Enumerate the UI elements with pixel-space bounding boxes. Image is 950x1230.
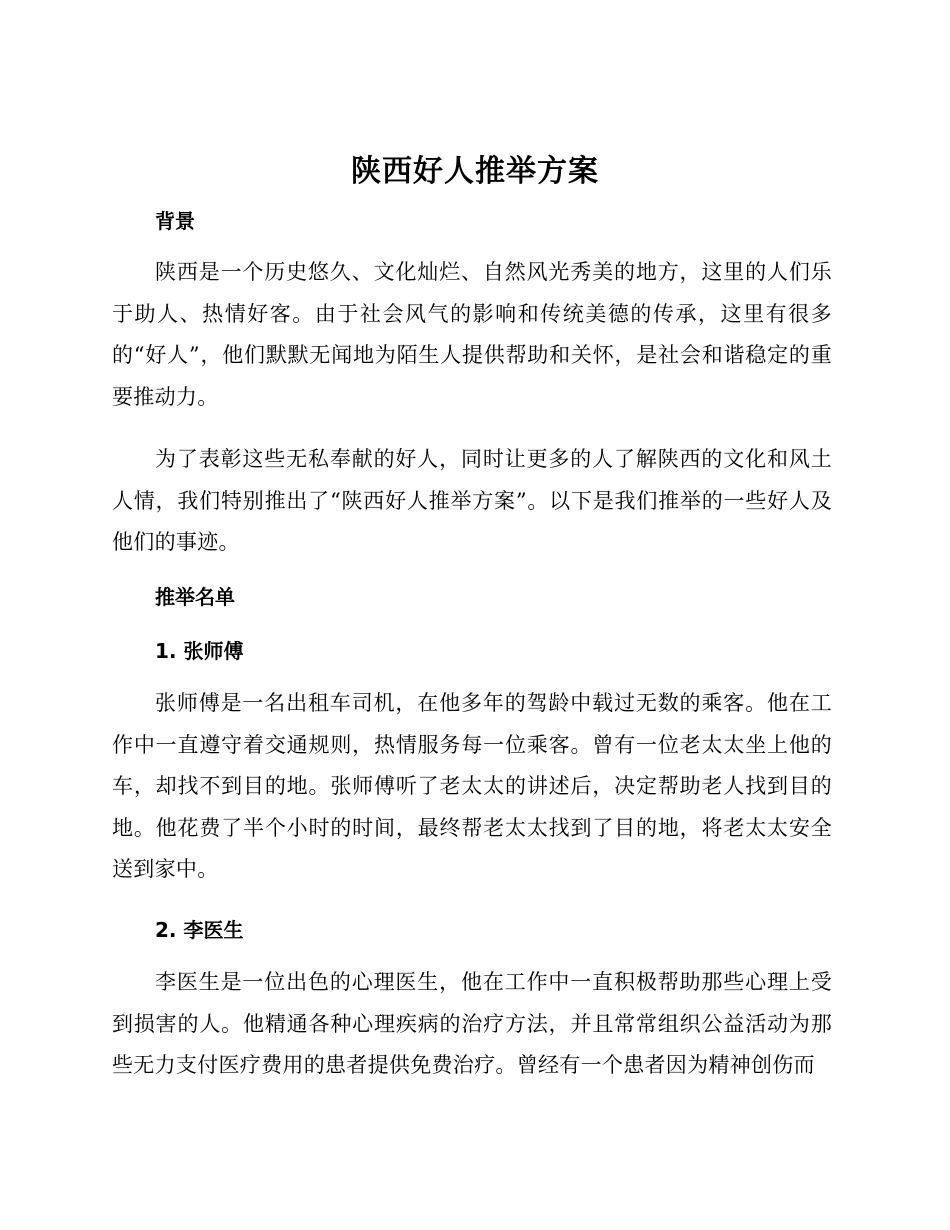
nominee-heading-li: 2. 李医生 xyxy=(155,918,244,942)
paragraph-background-2: 为了表彰这些无私奉献的好人，同时让更多的人了解陕西的文化和风土人情，我们特别推出了“陕西好人推举方案”。以下是我们推举的一些好人及他们的事迹。 xyxy=(112,447,832,554)
nominee-heading-zhang: 1. 张师傅 xyxy=(155,639,244,663)
section-heading-nominees: 推举名单 xyxy=(155,585,235,609)
paragraph-background-1: 陕西是一个历史悠久、文化灿烂、自然风光秀美的地方，这里的人们乐于助人、热情好客。由于社会风气的影响和传统美德的传承，这里有很多的“好人”，他们默默无闻地为陌生人提供帮助和关怀，是社会和谐稳定的重要推动力。 xyxy=(112,260,832,409)
document-title: 陕西好人推举方案 xyxy=(351,154,599,189)
paragraph-nominee-li: 李医生是一位出色的心理医生，他在工作中一直积极帮助那些心理上受到损害的人。他精通各种心理疾病的治疗方法，并且常常组织公益活动为那些无力支付医疗费用的患者提供免费治疗。曾经有一个患者因为精神创伤而 xyxy=(112,970,832,1077)
paragraph-nominee-zhang: 张师傅是一名出租车司机，在他多年的驾龄中载过无数的乘客。他在工作中一直遵守着交通规则，热情服务每一位乘客。曾有一位老太太坐上他的车，却找不到目的地。张师傅听了老太太的讲述后，决定帮助老人找到目的地。他花费了半个小时的时间，最终帮老太太找到了目的地，将老太太安全送到家中。 xyxy=(112,691,832,881)
section-heading-background: 背景 xyxy=(155,209,195,233)
